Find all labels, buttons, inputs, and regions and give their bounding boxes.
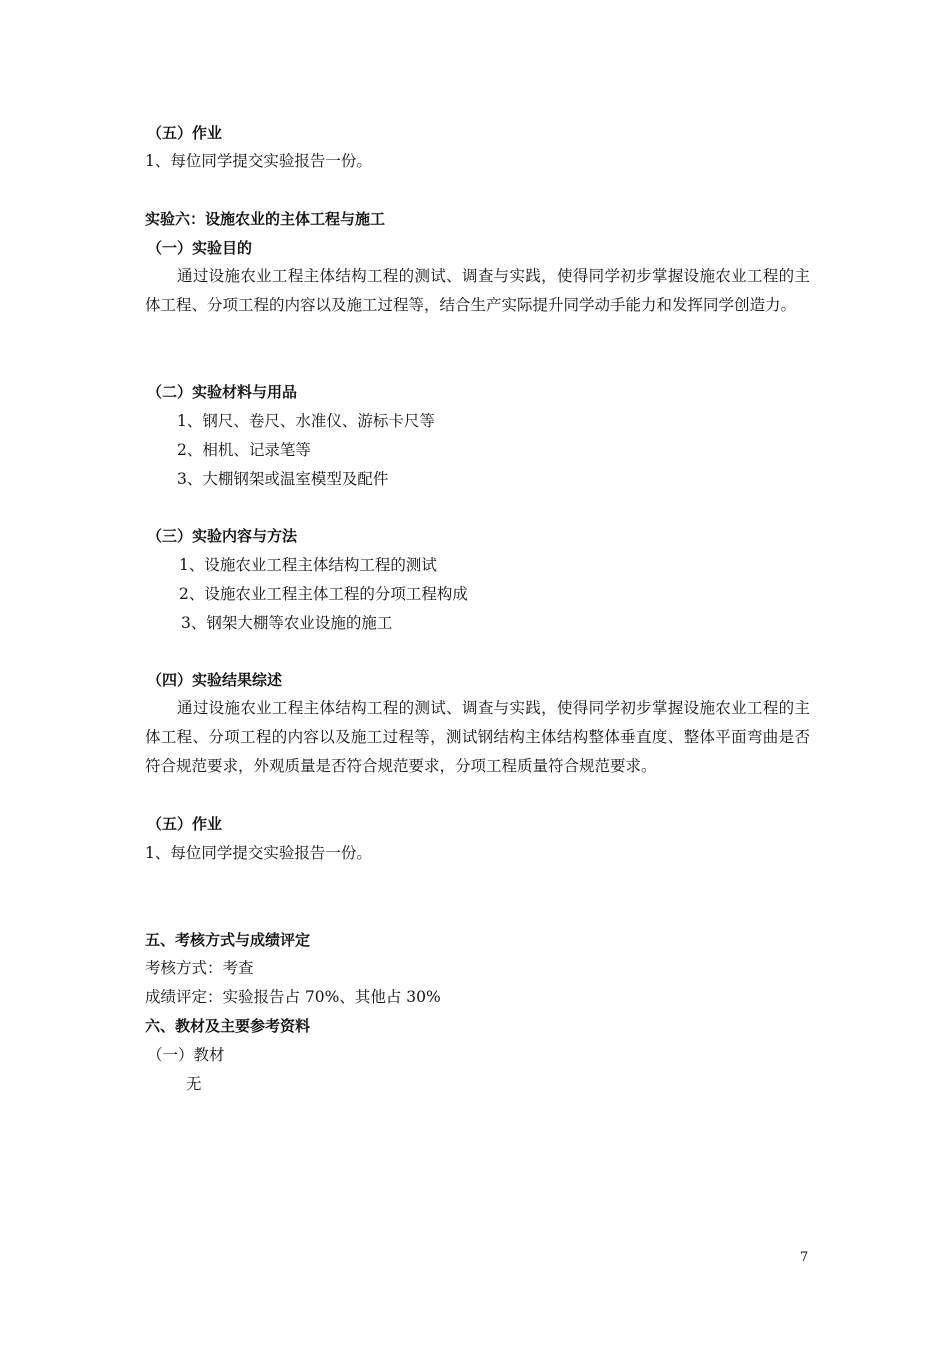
materials-heading: （二）实验材料与用品 <box>147 383 298 401</box>
textbook-heading: （一）教材 <box>147 1046 225 1064</box>
content-item-3: 3、钢架大棚等农业设施的施工 <box>181 614 393 632</box>
homework-heading-1: （五）作业 <box>147 124 223 142</box>
homework-item-1: 1、每位同学提交实验报告一份。 <box>145 152 372 170</box>
experiment-6-title: 实验六：设施农业的主体工程与施工 <box>145 210 386 228</box>
assessment-heading: 五、考核方式与成绩评定 <box>145 931 311 949</box>
materials-item-3: 3、大棚钢架或温室模型及配件 <box>177 470 389 488</box>
assessment-method: 考核方式：考查 <box>145 959 254 977</box>
content-heading: （三）实验内容与方法 <box>147 527 298 545</box>
assessment-grading: 成绩评定：实验报告占 70%、其他占 30% <box>145 988 441 1006</box>
content-item-2: 2、设施农业工程主体工程的分项工程构成 <box>179 585 468 603</box>
homework-heading-2: （五）作业 <box>147 815 223 833</box>
materials-item-1: 1、钢尺、卷尺、水准仪、游标卡尺等 <box>177 412 435 430</box>
purpose-heading: （一）实验目的 <box>147 239 253 257</box>
page-number: 7 <box>800 1250 809 1265</box>
purpose-text: 通过设施农业工程主体结构工程的测试、调查与实践，使得同学初步掌握设施农业工程的主体工程、分项工程的内容以及施工过程等，结合生产实际提升同学动手能力和发挥同学创造力。 <box>145 267 810 314</box>
materials-item-2: 2、相机、记录笔等 <box>177 441 311 459</box>
results-heading: （四）实验结果综述 <box>147 671 283 689</box>
textbook-value: 无 <box>186 1075 202 1093</box>
homework-item-2: 1、每位同学提交实验报告一份。 <box>145 844 372 862</box>
results-text: 通过设施农业工程主体结构工程的测试、调查与实践，使得同学初步掌握设施农业工程的主体工程、分项工程的内容以及施工过程等，测试钢结构主体结构整体垂直度、整体平面弯曲是否符合规范要求，外观质量是否符合规范要求，分项工程质量符合规范要求。 <box>145 699 810 775</box>
references-heading: 六、教材及主要参考资料 <box>145 1017 311 1035</box>
content-item-1: 1、设施农业工程主体结构工程的测试 <box>179 556 437 574</box>
